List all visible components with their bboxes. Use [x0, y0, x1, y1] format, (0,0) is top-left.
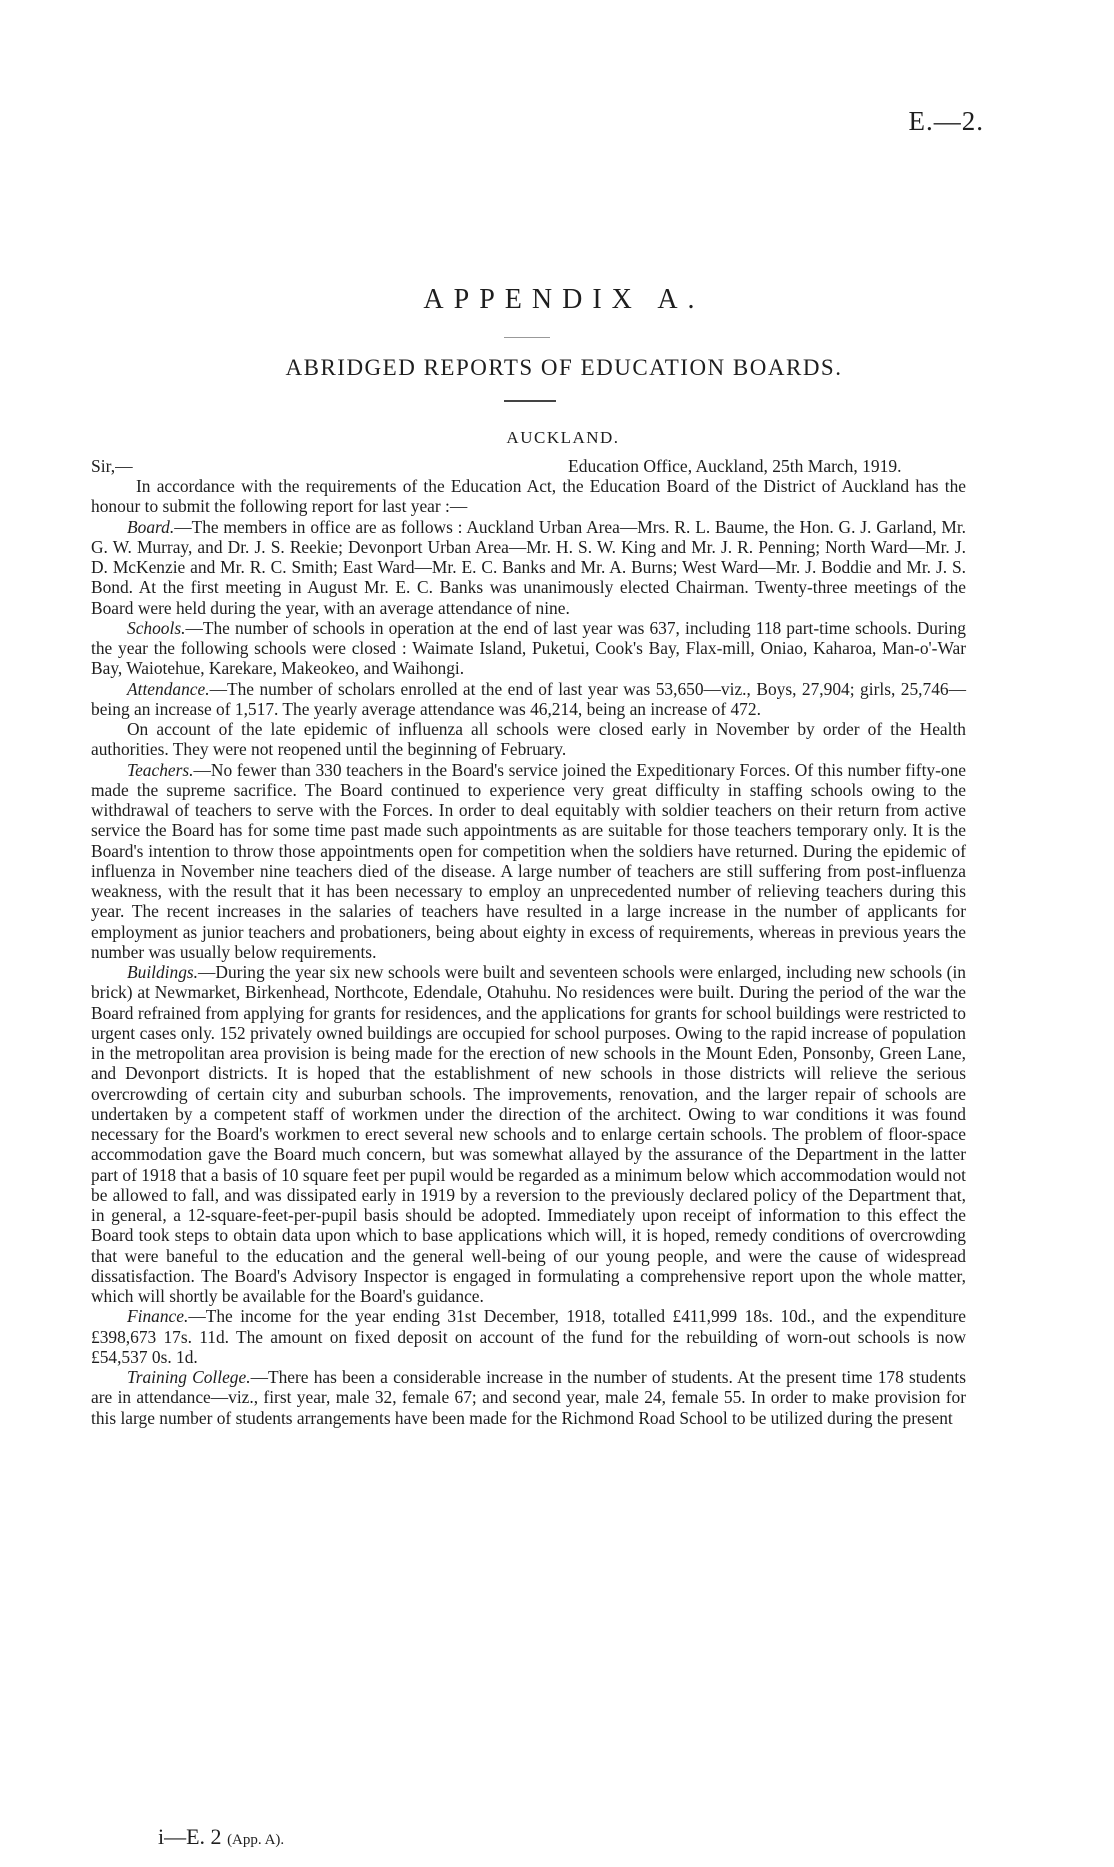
- paragraph-text: On account of the late epidemic of influenza all schools were closed early in November by order of the Health authorities. They were not reopened until the beginning of February.: [91, 719, 966, 760]
- paragraph-board: [91, 517, 966, 618]
- paragraph-text: —The number of scholars enrolled at the end of last year was 53,650—viz., Boys, 27,904; girls, 25,746—being an increase of 1,517. The yearly average attendance was 46,214, being an increase of 472.: [91, 678, 966, 719]
- paragraph-buildings: [91, 962, 966, 1306]
- signature-mark: i—E. 2: [158, 1824, 222, 1849]
- paragraph-text: —The income for the year ending 31st December, 1918, totalled £411,999 18s. 10d., and the expenditure £398,673 17s. 11d. The amount on fixed deposit on account of the fund for the rebuilding of worn-out schools is now £54,537 0s. 1d.: [91, 1306, 966, 1367]
- paragraph-text: —During the year six new schools were built and seventeen schools were enlarged, including new schools (in brick) at Newmarket, Birkenhead, Northcote, Edendale, Otahuhu. No residences were built. During the period of the war the Board refrained from applying for grants for residences, and the applications for grants for school buildings were restricted to urgent cases only. 152 privately owned buildings are occupied for school purposes. Owing to the rapid increase of population in the metropolitan area provision is being made for the erection of new schools in the Mount Eden, Ponsonby, Green Lane, and Devonport districts. It is hoped that the establishment of new schools in those districts will relieve the serious overcrowding of certain city and suburban schools. The improvements, renovation, and the larger repair of schools are undertaken by a competent staff of workmen under the direction of the architect. Owing to war conditions it was found necessary for the Board's workmen to erect several new schools and to enlarge certain schools. The problem of floor-space accommodation gave the Board much concern, but was somewhat allayed by the assurance of the Department in the latter part of 1918 that a basis of 10 square feet per pupil would be regarded as a minimum below which accommodation would not be allowed to fall, and was dissipated early in 1919 by a reversion to the previously declared policy of the Department that, in general, a 12-square-feet-per-pupil basis should be adopted. Immediately upon receipt of information to this effect the Board took steps to obtain data upon which to base applications which will, it is hoped, remedy conditions of overcrowding that were baneful to the education and the general well-being of our young people, and were the cause of widespread dissatisfaction. The Board's Advisory Inspector is engaged in formulating a comprehensive report upon the whole matter, which will shortly be available for the Board's guidance.: [91, 962, 966, 1306]
- footer-signature: [158, 1824, 284, 1850]
- appendix-title: APPENDIX A.: [423, 284, 705, 315]
- paragraph-text: —The number of schools in operation at the end of last year was 637, including 118 part-time schools. During the year the following schools were closed : Waimate Island, Puketui, Cook's Bay, Flax-mill, Oniao, Kaharoa, Man-o'-War Bay, Waiotehue, Karekare, Makeokeo, and Waihongi.: [91, 617, 966, 679]
- paragraph-heading: Teachers.: [127, 759, 194, 780]
- reports-title: ABRIDGED REPORTS OF EDUCATION BOARDS.: [285, 355, 843, 380]
- paragraph-heading: Schools.: [127, 617, 186, 638]
- paragraph-schools: [91, 618, 966, 679]
- paragraph-text: In accordance with the requirements of the Education Act, the Education Board of the District of Auckland has the honour to submit the following report for last year :—: [91, 476, 966, 517]
- paragraph-text: —There has been a considerable increase in the number of students. At the present time 178 students are in attendance—viz., first year, male 32, female 67; and second year, male 24, female 55. In order to make provision for this large number of students arrangements have been made for the Richmond Road School to be utilized during the present: [91, 1367, 966, 1428]
- paragraph-intro: [91, 476, 966, 517]
- decorative-rule: [504, 337, 550, 338]
- paragraph-training-college: [91, 1367, 966, 1428]
- paragraph-text: —No fewer than 330 teachers in the Board's service joined the Expeditionary Forces. Of this number fifty-one made the supreme sacrifice. The Board continued to experience very great difficulty in staffing schools owing to the withdrawal of teachers to serve with the Forces. In order to deal equitably with soldier teachers on their return from active service the Board has for some time past made such appointments as are suitable for those teachers temporary only. It is the Board's intention to throw those appointments open for competition when the soldiers have returned. During the epidemic of influenza in November nine teachers died of the disease. A large number of teachers are still suffering from post-influenza weakness, with the result that it has been necessary to employ an unprecedented number of relieving teachers during this year. The recent increases in the salaries of teachers have resulted in a large increase in the number of applicants for employment as junior teachers and probationers, being about eighty in excess of requirements, whereas in previous years the number was usually below requirements.: [91, 759, 966, 962]
- paragraph-attendance: [91, 679, 966, 720]
- paragraph-teachers: [91, 760, 966, 963]
- paragraph-heading: Finance.: [127, 1306, 189, 1327]
- salutation-line: [91, 456, 966, 476]
- section-rule: [504, 400, 556, 402]
- salutation: Sir,—: [91, 456, 133, 476]
- paragraph-heading: Training College.: [127, 1367, 251, 1387]
- paragraph-heading: Board.: [127, 516, 175, 537]
- paragraph-heading: Buildings.: [127, 962, 199, 982]
- report-body: [91, 476, 966, 1428]
- paragraph-finance: [91, 1306, 966, 1367]
- signature-mark-small: (App. A).: [227, 1832, 285, 1848]
- board-heading: AUCKLAND.: [506, 428, 620, 447]
- paragraph-text: —The members in office are as follows : Auckland Urban Area—Mrs. R. L. Baume, the Hon. G. J. Garland, Mr. G. W. Murray, and Dr. J. S. Reekie; Devonport Urban Area—Mr. H. S. W. King and Mr. J. R. Penning; North Ward—Mr. J. D. McKenzie and Mr. R. C. Smith; East Ward—Mr. E. C. Banks and Mr. A. Burns; West Ward—Mr. J. Boddie and Mr. J. S. Bond. At the first meeting in August Mr. E. C. Banks was unanimously elected Chairman. Twenty-three meetings of the Board were held during the year, with an average attendance of nine.: [91, 516, 966, 618]
- page-number: E.—2.: [908, 106, 984, 136]
- dateline: Education Office, Auckland, 25th March, 1919.: [568, 456, 902, 476]
- paragraph-influenza: [91, 719, 966, 760]
- paragraph-heading: Attendance.: [127, 678, 210, 699]
